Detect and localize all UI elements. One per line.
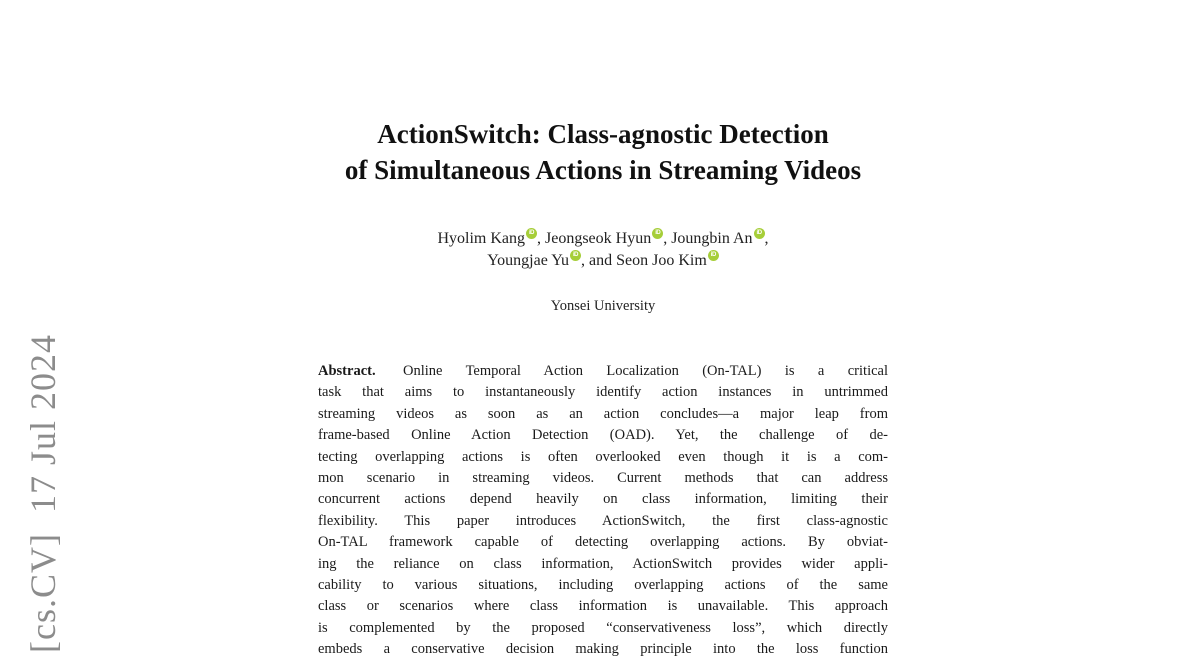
- paper-title: [3, 116, 1200, 188]
- affiliation: Yonsei University: [550, 298, 656, 314]
- abstract-line: mon scenario in streaming videos. Current methods that can address: [318, 470, 888, 487]
- abstract-line: On-TAL framework capable of detecting overlapping actions. By obviat-: [318, 534, 888, 551]
- abstract-line: task that aims to instantaneously identify action instances in untrimmed: [318, 384, 888, 401]
- author-name: Hyolim Kang: [437, 230, 525, 247]
- abstract-line: class or scenarios where class information is unavailable. This approach: [318, 598, 888, 615]
- orcid-icon[interactable]: iD: [570, 250, 581, 261]
- abstract-line: ing the reliance on class information, ActionSwitch provides wider appli-: [318, 555, 888, 572]
- author-separator: ,: [764, 230, 769, 247]
- orcid-icon[interactable]: iD: [652, 228, 663, 239]
- author-separator: ,: [536, 230, 545, 247]
- abstract-line: frame-based Online Action Detection (OAD). Yet, the challenge of de-: [318, 427, 888, 444]
- orcid-icon[interactable]: iD: [708, 250, 719, 261]
- abstract-line: cability to various situations, including overlapping actions of the same: [318, 577, 888, 594]
- orcid-icon[interactable]: iD: [754, 228, 765, 239]
- abstract-line: flexibility. This paper introduces ActionSwitch, the first class-agnostic: [318, 512, 888, 529]
- abstract-line: streaming videos as soon as an action concludes—a major leap from: [318, 405, 888, 422]
- abstract-section: [318, 361, 888, 661]
- abstract-line: Abstract. Online Temporal Action Localization (On-TAL) is a critical: [318, 363, 888, 379]
- author-name: Youngjae Yu: [487, 252, 569, 269]
- author-line-2: [3, 250, 1200, 272]
- paper-page: [3, 0, 1200, 661]
- author-name: Seon Joo Kim: [616, 252, 707, 269]
- author-line-1: [3, 228, 1200, 250]
- author-name: Joungbin An: [671, 230, 753, 247]
- author-name: Jeongseok Hyun: [544, 230, 652, 247]
- abstract-line: concurrent actions depend heavily on class information, limiting their: [318, 491, 888, 508]
- arxiv-watermark: [cs.CV] 17 Jul 2024: [23, 334, 63, 653]
- author-separator: , and: [581, 252, 617, 269]
- paper-title-line-2: of Simultaneous Actions in Streaming Videos: [344, 155, 862, 185]
- author-separator: ,: [663, 230, 672, 247]
- abstract-line: tecting overlapping actions is often overlooked even though it is a com-: [318, 448, 888, 465]
- author-list: [3, 228, 1200, 272]
- abstract-line: embeds a conservative decision making principle into the loss function: [318, 641, 888, 658]
- orcid-icon[interactable]: iD: [526, 228, 537, 239]
- abstract-label: Abstract.: [318, 363, 376, 379]
- abstract-line: is complemented by the proposed “conservativeness loss”, which directly: [318, 619, 888, 636]
- paper-title-line-1: ActionSwitch: Class-agnostic Detection: [377, 119, 829, 149]
